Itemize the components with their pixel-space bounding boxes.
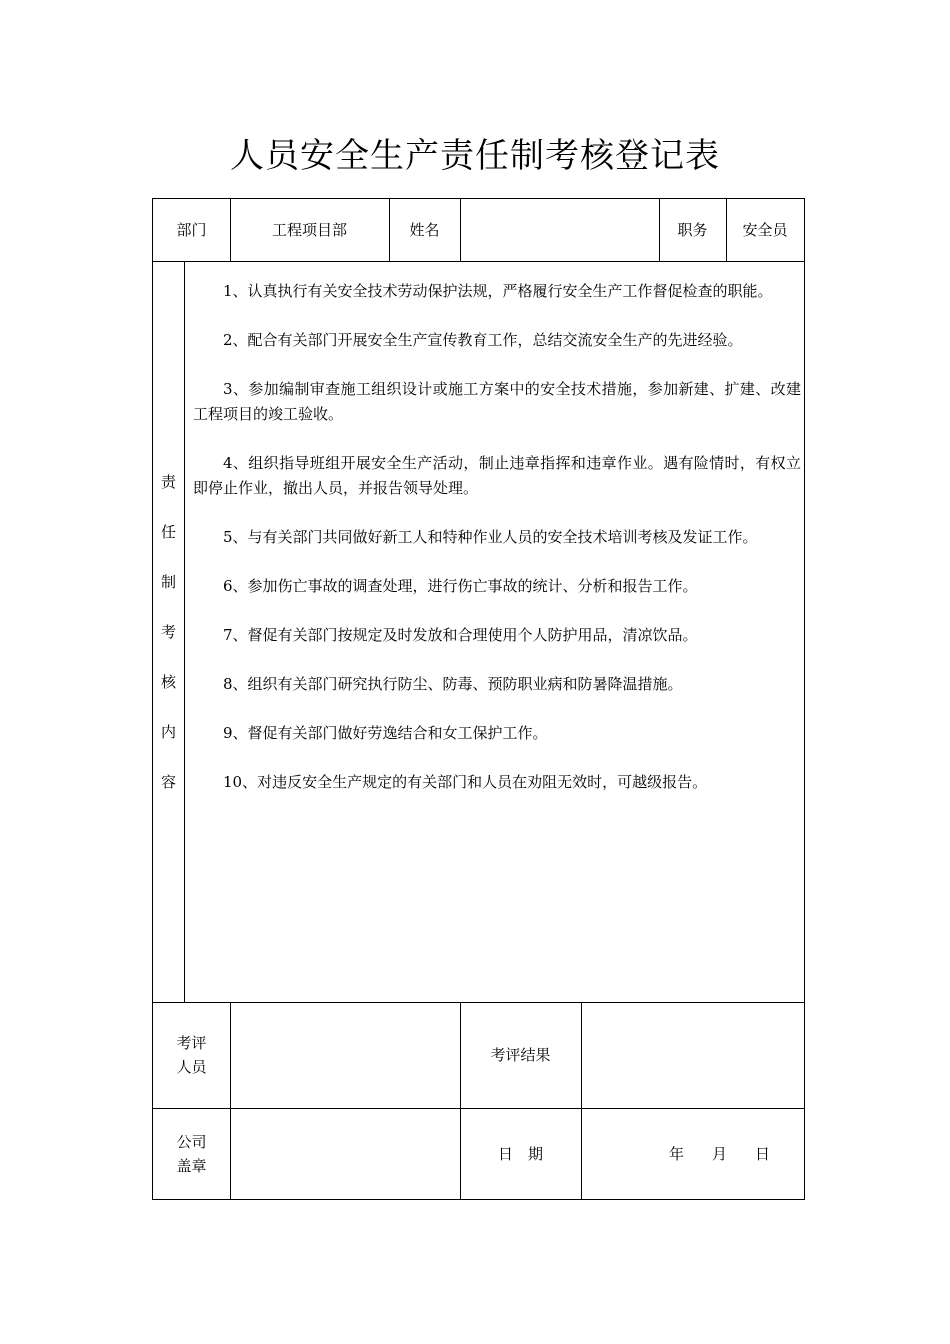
dept-value[interactable]: 工程项目部 <box>271 221 347 239</box>
reviewer-label-line2: 人员 <box>176 1058 207 1076</box>
row-divider-header <box>153 261 804 262</box>
label-char: 内 <box>160 723 176 741</box>
duty-item: 10、对违反安全生产规定的有关部门和人员在劝阻无效时，可越级报告。 <box>223 773 708 791</box>
duty-item: 9、督促有关部门做好劳逸结合和女工保护工作。 <box>223 724 548 742</box>
reviewer-label-line1: 考评 <box>176 1034 207 1052</box>
position-label: 职务 <box>677 221 708 239</box>
result-label: 考评结果 <box>490 1046 551 1064</box>
date-month: 月 <box>712 1144 728 1163</box>
name-label: 姓名 <box>409 221 440 239</box>
label-char: 任 <box>160 523 176 541</box>
date-year: 年 <box>669 1144 685 1163</box>
date-value[interactable] <box>581 1108 804 1199</box>
label-char: 考 <box>160 623 176 641</box>
label-char: 容 <box>160 773 176 791</box>
label-char: 核 <box>160 673 176 691</box>
duty-item: 4、组织指导班组开展安全生产活动，制止违章指挥和违章作业。遇有险情时，有权立即停止作业，撤出人员，并报告领导处理。 <box>193 454 801 497</box>
form-title: 人员安全生产责任制考核登记表 <box>230 136 720 176</box>
position-value[interactable]: 安全员 <box>742 221 788 239</box>
duty-item: 1、认真执行有关安全技术劳动保护法规，严格履行安全生产工作督促检查的职能。 <box>223 282 773 300</box>
duty-item: 6、参加伤亡事故的调查处理，进行伤亡事故的统计、分析和报告工作。 <box>223 577 698 595</box>
duties-list <box>193 279 801 819</box>
duty-item: 5、与有关部门共同做好新工人和特种作业人员的安全技术培训考核及发证工作。 <box>223 528 758 546</box>
reviewer-value[interactable] <box>230 1002 460 1108</box>
duty-item: 3、参加编制审查施工组织设计或施工方案中的安全技术措施，参加新建、扩建、改建工程项目的竣工验收。 <box>193 380 801 423</box>
responsibility-content-label <box>153 262 184 1002</box>
stamp-label <box>153 1108 230 1199</box>
stamp-value[interactable] <box>230 1108 460 1199</box>
duty-item: 2、配合有关部门开展安全生产宣传教育工作，总结交流安全生产的先进经验。 <box>223 331 743 349</box>
stamp-label-line1: 公司 <box>176 1132 207 1151</box>
col-divider <box>184 261 185 1002</box>
duty-item: 7、督促有关部门按规定及时发放和合理使用个人防护用品，清凉饮品。 <box>223 626 698 644</box>
date-label: 日 期 <box>497 1144 543 1163</box>
duty-item: 8、组织有关部门研究执行防尘、防毒、预防职业病和防暑降温措施。 <box>223 675 683 693</box>
stamp-label-line2: 盖章 <box>176 1156 207 1175</box>
dept-label: 部门 <box>176 221 207 239</box>
result-value[interactable] <box>581 1002 804 1108</box>
label-char: 责 <box>160 473 176 491</box>
label-char: 制 <box>160 573 176 591</box>
date-day: 日 <box>755 1144 771 1163</box>
reviewer-label <box>153 1002 230 1108</box>
name-value[interactable] <box>460 199 659 261</box>
registration-form <box>152 198 805 1200</box>
